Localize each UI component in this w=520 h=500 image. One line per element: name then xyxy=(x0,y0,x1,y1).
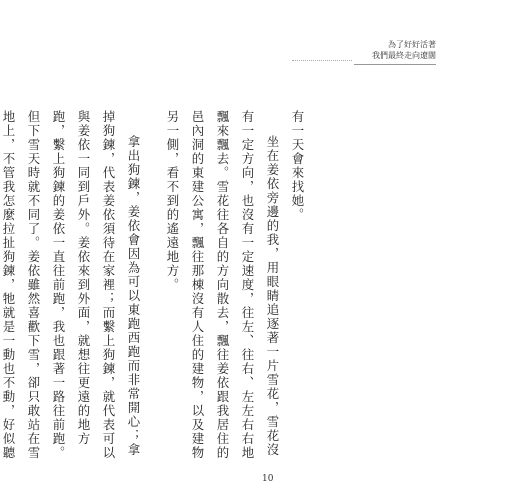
paragraph-1: 有一天會來找她。 xyxy=(290,110,305,222)
running-header xyxy=(372,39,436,61)
header-line-1: 為了好好活著 xyxy=(388,40,436,49)
paragraph-3: 拿出狗鍊，姜依會因為可以東跑西跑而非常開心；拿掉狗鍊，代表姜依須待在家裡；而繫上狗鍊，就代表可以與姜依一同到戶外。姜依來到外面，就想往更遠的地方跑，繫上狗鍊的姜依一直往前跑，我也跟著一路往前跑。但下雪天時就不同了。姜依雖然喜歡下雪，卻只敢站在雪地上，不管我怎麼拉扯狗鍊，牠就是一動也不動，好似聽 xyxy=(1,110,141,460)
vertical-body-text xyxy=(1,110,310,460)
paragraph-2: 坐在姜依旁邊的我，用眼睛追逐著一片雪花，雪花沒有一定方向，也沒有一定速度，往左、往右、左左右右地飄來飄去。雪花往各自的方向散去，飄往姜依跟我居住的邑內洞的東建公寓，飄往那棟沒有人住的建物，以及建物另一側，看不到的遙遠地方。 xyxy=(165,110,280,460)
header-dotted-rule xyxy=(292,60,352,67)
page-number: 10 xyxy=(262,474,274,484)
header-rule xyxy=(354,64,436,65)
header-line-2: 我們最終走向遼闊 xyxy=(372,51,436,60)
